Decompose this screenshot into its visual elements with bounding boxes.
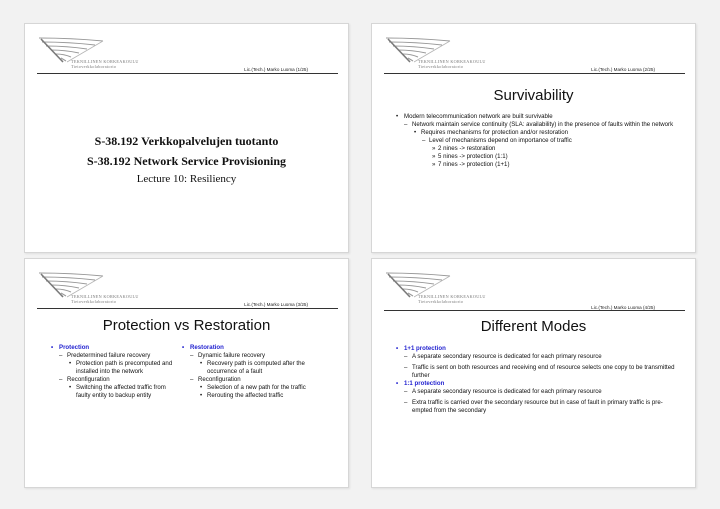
list-item: – A separate secondary resource is dedicated for each primary resource: [394, 353, 679, 361]
slide-title: Protection vs Restoration: [102, 317, 271, 334]
list-item: – Network maintain service continuity (SLA: availability) in the presence of faults within the network: [394, 121, 679, 129]
list-item: • Recovery path is computed after the occurrence of a fault: [180, 360, 320, 376]
restoration-heading: • Restoration: [180, 344, 320, 352]
list-item: • Switching the affected traffic from faulty entity to backup entity: [49, 384, 179, 400]
list-item: – A separate secondary resource is dedicated for each primary resource: [394, 388, 679, 396]
university-name: TEKNILLINEN KORKEAKOULU: [418, 294, 486, 299]
department-name: Tietoverkkolaboratorio: [418, 64, 464, 69]
list-item: • Selection of a new path for the traffic: [180, 384, 320, 392]
department-name: Tietoverkkolaboratorio: [418, 299, 464, 304]
bullet-list: [394, 113, 679, 169]
course-title-fi: S-38.192 Verkkopalvelujen tuotanto: [94, 134, 279, 148]
list-item: • Rerouting the affected traffic: [180, 392, 320, 400]
slide-3: [24, 258, 349, 488]
list-item: • Protection path is precomputed and installed into the network: [49, 360, 179, 376]
slide-author: Lic.(Tech.) Marko Luoma (2/25): [591, 67, 655, 72]
protection-column: [49, 344, 179, 400]
slide-author: Lic.(Tech.) Marko Luoma (1/25): [244, 67, 308, 72]
mode-heading: • 1:1 protection: [394, 380, 679, 388]
list-item: – Extra traffic is carried over the secondary resource but in case of fault in primary traffic is pre-empted from the secondary: [394, 399, 679, 415]
list-item: • Requires mechanisms for protection and/or restoration: [394, 129, 679, 137]
course-title-en: S-38.192 Network Service Provisioning: [86, 154, 287, 168]
slide-author: Lic.(Tech.) Marko Luoma (3/25): [244, 302, 308, 307]
list-item: – Predetermined failure recovery: [49, 352, 179, 360]
slide-1: [24, 23, 349, 253]
department-name: Tietoverkkolaboratorio: [71, 299, 117, 304]
slide-title: Survivability: [493, 87, 574, 104]
slide-2: [371, 23, 696, 253]
list-item: » 2 nines -> restoration: [394, 145, 679, 153]
list-item: – Level of mechanisms depend on importance of traffic: [394, 137, 679, 145]
university-name: TEKNILLINEN KORKEAKOULU: [418, 59, 486, 64]
university-name: TEKNILLINEN KORKEAKOULU: [71, 294, 139, 299]
list-item: » 5 nines -> protection (1:1): [394, 153, 679, 161]
university-header: [418, 294, 486, 304]
list-item: – Reconfiguration: [180, 376, 320, 384]
university-header: [418, 59, 486, 69]
restoration-column: [180, 344, 320, 400]
university-header: [71, 59, 139, 69]
slide-title: Different Modes: [480, 318, 587, 335]
header-divider: [384, 310, 685, 311]
list-item: – Dynamic failure recovery: [180, 352, 320, 360]
mode-heading: • 1+1 protection: [394, 345, 679, 353]
list-item: – Reconfiguration: [49, 376, 179, 384]
list-item: • Modern telecommunication network are built survivable: [394, 113, 679, 121]
protection-heading: • Protection: [49, 344, 179, 352]
list-item: » 7 nines -> protection (1+1): [394, 161, 679, 169]
header-divider: [37, 73, 338, 74]
header-divider: [37, 308, 338, 309]
modes-list: [394, 345, 679, 415]
department-name: Tietoverkkolaboratorio: [71, 64, 117, 69]
university-header: [71, 294, 139, 304]
slide-4: [371, 258, 696, 488]
header-divider: [384, 73, 685, 74]
list-item: – Traffic is sent on both resources and receiving end of resource selects one copy to be transmitted further: [394, 364, 679, 380]
lecture-title: Lecture 10: Resiliency: [136, 173, 237, 185]
slide-author: Lic.(Tech.) Marko Luoma (4/25): [591, 305, 655, 310]
university-name: TEKNILLINEN KORKEAKOULU: [71, 59, 139, 64]
